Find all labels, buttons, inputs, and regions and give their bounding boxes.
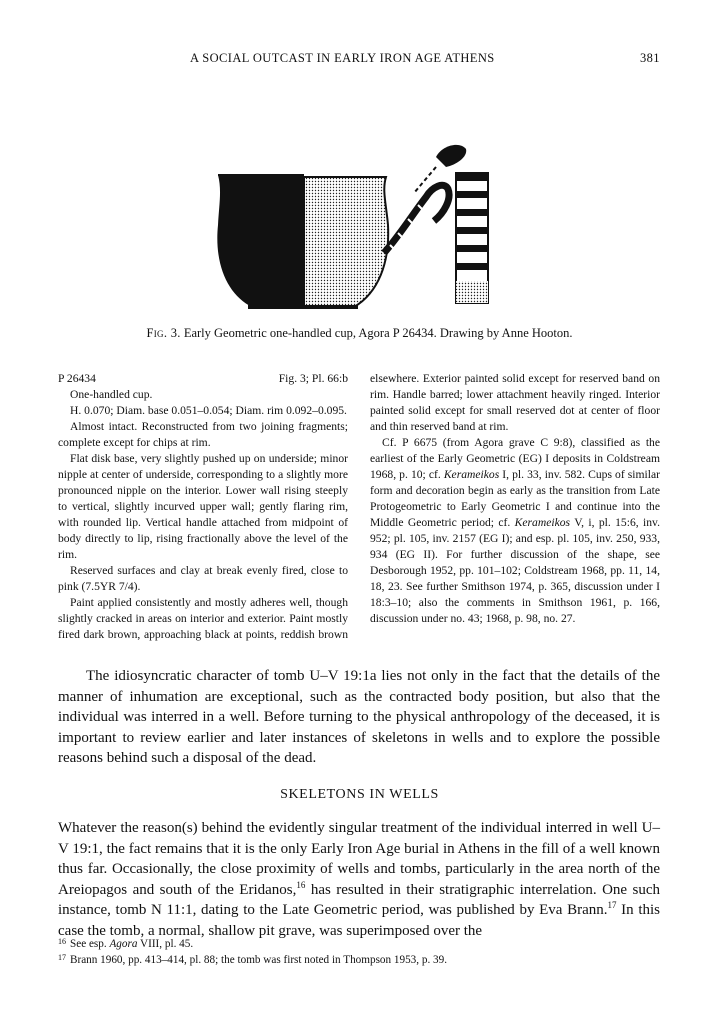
section-heading: SKELETONS IN WELLS: [280, 787, 439, 802]
catalog-line: Almost intact. Reconstructed from two joining fragments; complete except for chips at rim.: [58, 420, 348, 449]
running-title: A SOCIAL OUTCAST IN EARLY IRON AGE ATHENS: [190, 51, 495, 65]
catalog-id: P 26434: [58, 372, 96, 385]
paint-continuation: [370, 371, 660, 435]
paragraph-span: In this case the tomb, a normal, shallow pit grave, was superimposed over the: [58, 902, 660, 939]
kerameikos-ref: Kerameikos: [514, 516, 571, 529]
catalog-fig-ref: Fig. 3; Pl. 66:b: [278, 372, 348, 385]
caption-text: Early Geometric one-handled cup, Agora P 26434. Drawing by Anne Hooton.: [183, 326, 573, 340]
footnote-text: VIII, pl. 45.: [137, 938, 194, 950]
comparanda-text: Cf. P 6675 (from Agora grave C 9:8), classified as the earliest of the Early Geometric (EG) I deposits in Coldstream 1968, p. 10; cf.: [370, 436, 660, 481]
footnote-text: Brann 1960, pp. 413–414, pl. 88; the tomb was first noted in Thompson 1953, p. 39.: [70, 953, 448, 966]
footnotes: [58, 937, 660, 968]
paragraph-text: [58, 818, 660, 941]
catalog-header: [58, 371, 348, 387]
catalog-entry-left: [58, 371, 348, 643]
body-paragraph-1: [58, 666, 660, 769]
footnote: 17 Brann 1960, pp. 413–414, pl. 88; the tomb was first noted in Thompson 1953, p. 39.: [58, 952, 448, 966]
paragraph-text: The idiosyncratic character of tomb U–V 19:1a lies not only in the fact that the details of the manner of inhumation are exceptional, such as the contracted body position, but also that the individual was interred in a well. Before turning to the physical anthropology of the deceased, it is important to review earlier and later instances of skeletons in wells and to explore the possible reasons behind such a disposal of the dead.: [58, 668, 660, 766]
figure-caption: [0, 326, 719, 341]
cup-drawing-figure: [200, 135, 520, 320]
caption-label: Fig. 3.: [146, 326, 181, 340]
paragraph-span: has resulted in their stratigraphic interrelation. One such instance, tomb N 11:1, dating to the Late Geometric period, was published by Eva Brann.: [58, 881, 661, 918]
comparanda-paragraph: [370, 435, 660, 627]
paint-description: Paint applied consistently and mostly adheres well, though slightly cracked in areas on interior and exterior. Paint mostly fired dark brown, approaching black at points, reddish brown: [58, 596, 348, 641]
kerameikos-ref: Kerameikos: [443, 468, 500, 481]
paragraph-span: Whatever the reason(s) behind the evidently singular treatment of the individual interred in well U–V 19:1, the fact remains that it is the only Early Iron Age burial in Athens in the fill of a well known thus far. Occasionally, the close proximity of wells and tombs, particularly in the area north of the Areiopagos and south of the Eridanos,: [58, 820, 660, 898]
catalog-entry-right: [370, 371, 660, 627]
catalog-line: H. 0.070; Diam. base 0.051–0.054; Diam. rim 0.092–0.095.: [70, 404, 347, 417]
footnote-ref-17[interactable]: 17: [607, 900, 617, 910]
page-number: 381: [640, 51, 660, 65]
catalog-line: [58, 595, 348, 643]
cup-drawing: [200, 135, 520, 320]
footnote-italic: Agora: [109, 938, 138, 950]
catalog-line: Flat disk base, very slightly pushed up on underside; minor nipple at center of underside, corresponding to a slightly more pronounced nipple on the interior. Lower wall rising steeply to vertical, slightly incurved upper wall; gently flaring rim, with rounded lip. Vertical handle attached from midpoint of body directly to lip, rising fractionally above the level of the rim.: [58, 452, 348, 561]
catalog-line: One-handled cup.: [70, 388, 153, 401]
catalog-line: Reserved surfaces and clay at break evenly fired, close to pink (7.5YR 7/4).: [58, 564, 348, 593]
comparanda-text: I, pl. 33, inv. 582. Cups of similar form and decoration begin as early as the transition from Late Protogeometric to Early Geometric I and continue into the Middle Geometric period; cf.: [370, 468, 660, 529]
footnote-ref-16[interactable]: 16: [296, 879, 306, 890]
comparanda-text: V, i, pl. 15:6, inv. 952; pl. 105, inv. 2157 (EG I); and esp. pl. 105, inv. 250, 933, 934 (EG II). For further discussion of the shape, see Desborough 1952, pp. 101–102; Coldstream 1968, pp. 11, 14, 18, 23. See further Smithson 1974, p. 365, discussion under I 18:3–10; also the comments in Smithson 1961, p. 166, discussion under no. 43; 1968, p. 98, no. 27.: [370, 516, 660, 625]
body-paragraph-2: [58, 818, 660, 941]
footnote-text: See esp.: [70, 938, 110, 950]
footnote: 16 See esp. Agora VIII, pl. 45.: [58, 937, 194, 950]
paint-continuation-text: elsewhere. Exterior painted solid except for reserved band on rim. Handle barred; lower attachment heavily ringed. Interior painted solid except for small reserved dot at center of floor and thin reserved band at rim.: [370, 372, 660, 433]
